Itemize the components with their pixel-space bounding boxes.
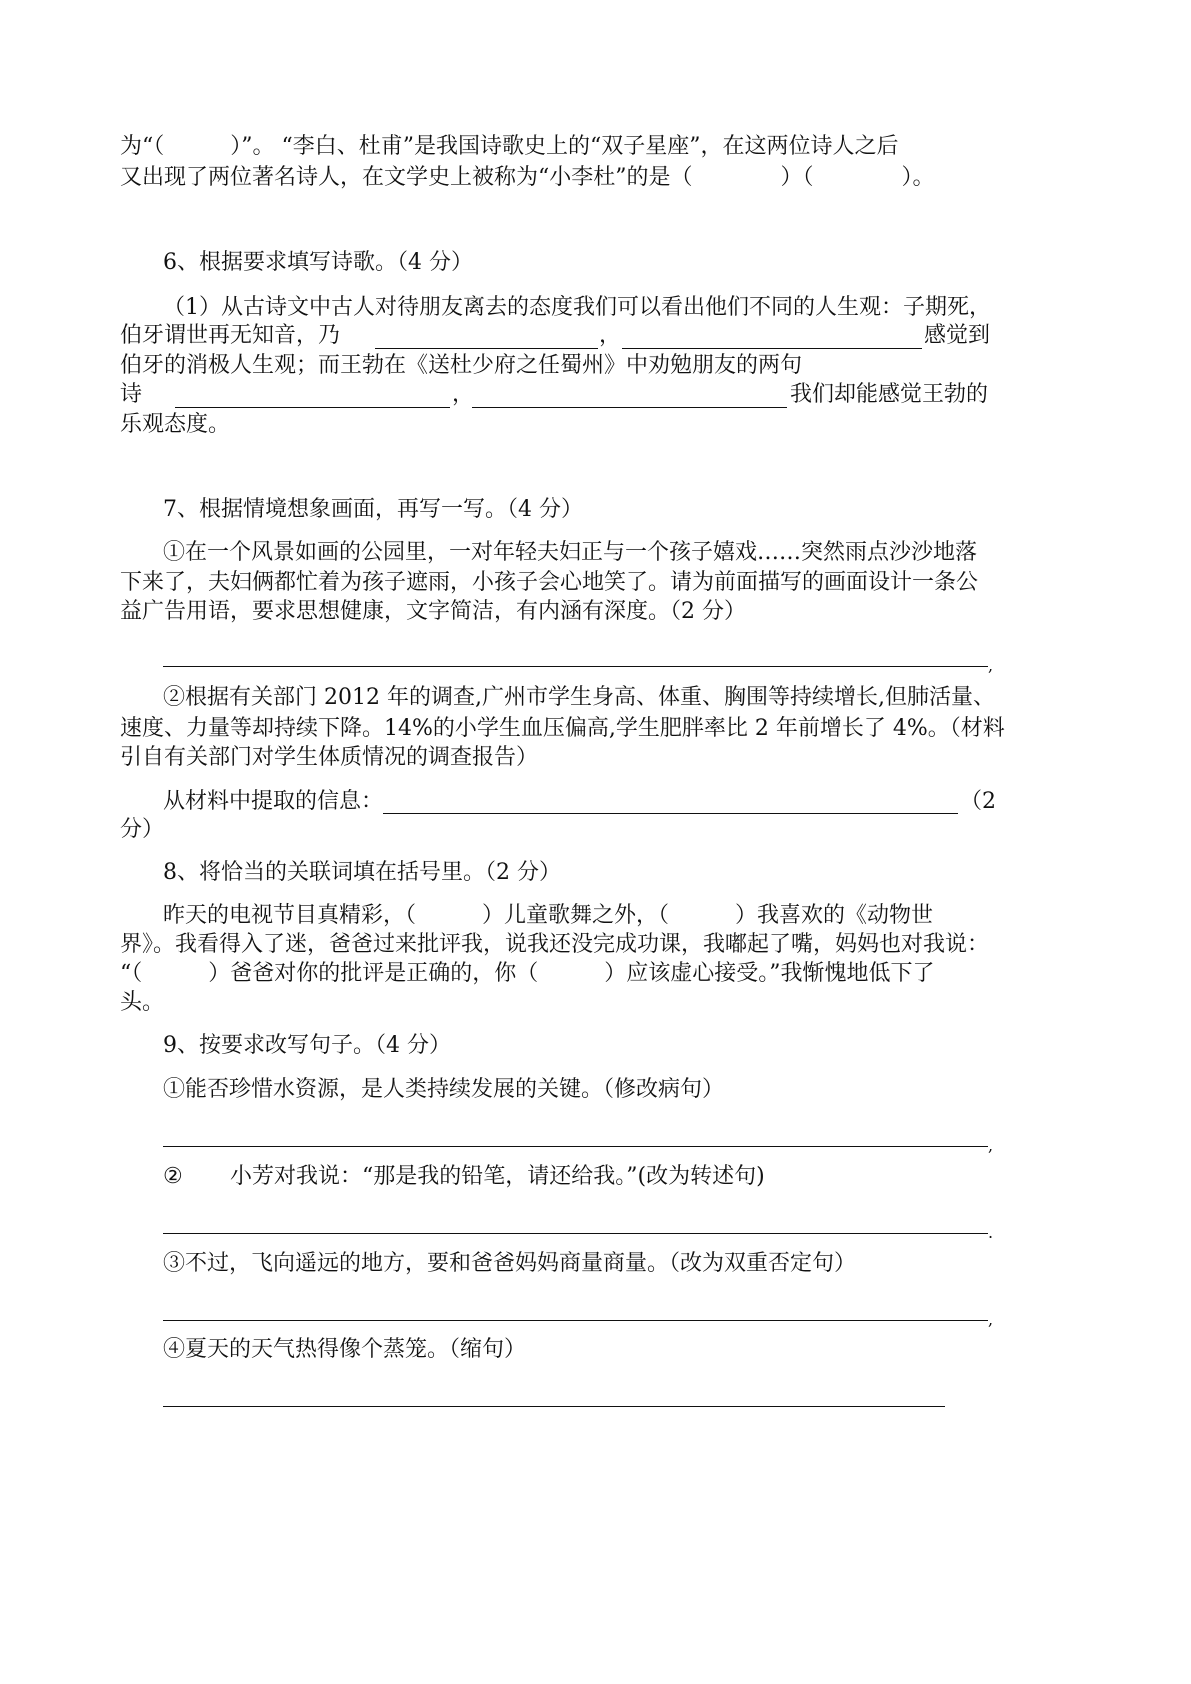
- q6-part1-line-5: 乐观态度。: [120, 412, 231, 437]
- q9-item2-text: 小芳对我说：“那是我的铅笔，请还给我。”(改为转述句): [230, 1164, 765, 1189]
- q7-item1-line-2: 下来了，夫妇俩都忙着为孩子遮雨，小孩子会心地笑了。请为前面描写的画面设计一条公: [120, 570, 979, 595]
- q9-item4-text: ④夏天的天气热得像个蒸笼。（缩句）: [163, 1337, 527, 1362]
- q6-part1-line-4-end: 我们却能感觉王勃的: [790, 382, 989, 407]
- q8-line-1: 昨天的电视节目真精彩，（ ）儿童歌舞之外，（ ）我喜欢的《动物世: [163, 903, 934, 928]
- q6-part1-line-4-start: 诗: [120, 382, 143, 407]
- q6-part1-line-1: （1）从古诗文中古人对待朋友离去的态度我们可以看出他们不同的人生观：子期死，: [163, 295, 991, 320]
- q6-part1-line-2-end: 感觉到: [924, 323, 991, 348]
- answer-line: [163, 1320, 988, 1321]
- q7-item1-line-3: 益广告用语，要求思想健康，文字简洁，有内涵有深度。（2 分）: [120, 599, 746, 624]
- q7-item2-score-start: （2: [960, 789, 996, 814]
- answer-blank: [175, 407, 450, 408]
- answer-line: [163, 1233, 988, 1234]
- q5-line-2: 又出现了两位著名诗人，在文学史上被称为“小李杜”的是（ ）（ ）。: [120, 165, 935, 190]
- q7-item2-prompt: 从材料中提取的信息：: [163, 789, 384, 814]
- q5-line-1: 为“（ ）”。 “李白、杜甫”是我国诗歌史上的“双子星座”，在这两位诗人之后: [120, 134, 899, 159]
- q6-part1-line-3: 伯牙的消极人生观；而王勃在《送杜少府之任蜀州》中劝勉朋友的两句: [120, 353, 803, 378]
- q7-item2-line-1: ②根据有关部门 2012 年的调查,广州市学生身高、体重、胸围等持续增长,但肺活量、: [163, 685, 995, 710]
- q9-item1-text: ①能否珍惜水资源，是人类持续发展的关键。（修改病句）: [163, 1077, 725, 1102]
- q8-line-3: “（ ）爸爸对你的批评是正确的，你（ ）应该虚心接受。”我惭愧地低下了: [120, 961, 935, 986]
- q7-item1-line-1: ①在一个风景如画的公园里，一对年轻夫妇正与一个孩子嬉戏……突然雨点沙沙地落: [163, 540, 978, 565]
- q6-part1-line-2-comma: ，: [599, 323, 622, 348]
- q9-heading: 9、按要求改写句子。（4 分）: [163, 1033, 451, 1058]
- q7-heading: 7、根据情境想象画面，再写一写。（4 分）: [163, 497, 583, 522]
- answer-line-end-mark: ,: [988, 1136, 994, 1155]
- q9-item3-text: ③不过，飞向遥远的地方，要和爸爸妈妈商量商量。（改为双重否定句）: [163, 1251, 857, 1276]
- q7-item2-line-2: 速度、力量等却持续下降。14%的小学生血压偏高,学生肥胖率比 2 年前增长了 4%。（材料: [120, 716, 1005, 741]
- q6-heading: 6、根据要求填写诗歌。（4 分）: [163, 250, 473, 275]
- q8-heading: 8、将恰当的关联词填在括号里。（2 分）: [163, 860, 561, 885]
- q6-part1-line-4-comma: ，: [452, 382, 475, 407]
- answer-line: [163, 666, 988, 667]
- answer-blank: [375, 348, 598, 349]
- q8-line-2: 界》。我看得入了迷，爸爸过来批评我，说我还没完成功课，我嘟起了嘴，妈妈也对我说：: [120, 932, 990, 957]
- answer-blank: [622, 348, 922, 349]
- answer-blank: [472, 407, 787, 408]
- answer-line-end-mark: ,: [988, 1310, 994, 1329]
- q9-item2-marker: ②: [163, 1164, 183, 1189]
- answer-line-end-mark: ,: [988, 656, 994, 675]
- answer-line-end-mark: .: [988, 1223, 994, 1242]
- q6-part1-line-2-start: 伯牙谓世再无知音，乃: [120, 323, 341, 348]
- q7-item2-score-end: 分）: [120, 817, 165, 842]
- q7-item2-line-3: 引自有关部门对学生体质情况的调查报告）: [120, 745, 539, 770]
- q8-line-4: 头。: [120, 990, 165, 1015]
- answer-line: [163, 1406, 945, 1407]
- answer-line: [163, 1146, 988, 1147]
- answer-blank: [383, 813, 958, 814]
